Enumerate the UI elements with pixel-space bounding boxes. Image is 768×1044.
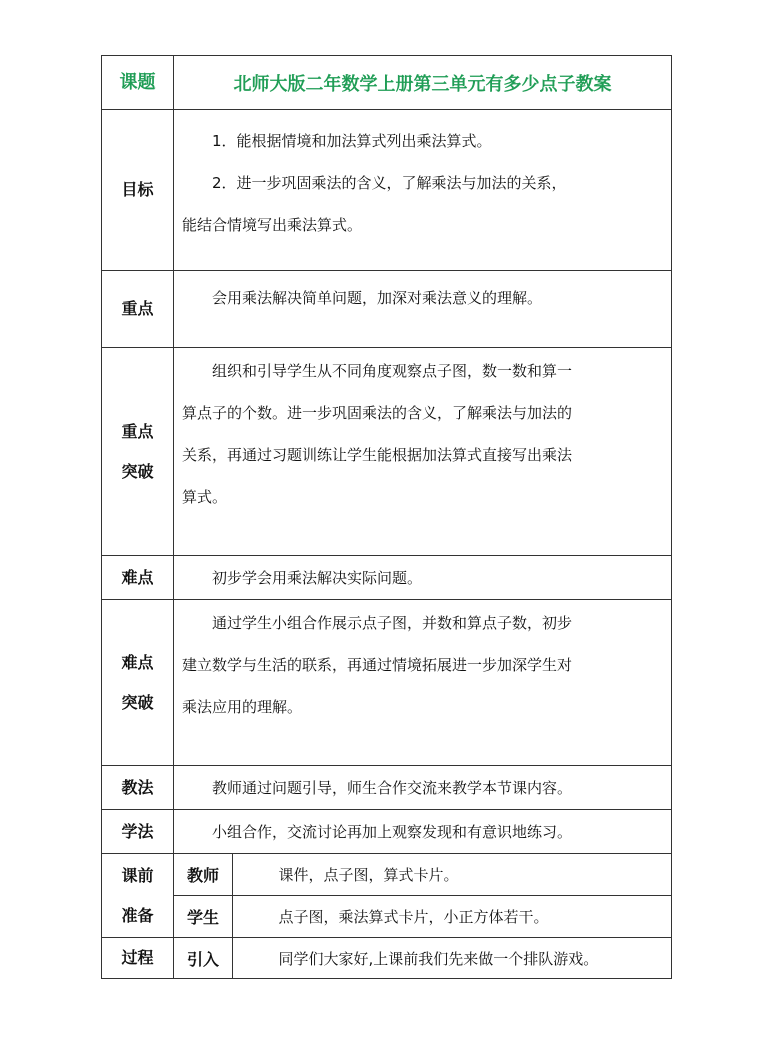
learning-method-label: 学法: [102, 810, 174, 854]
learning-method-row: [102, 810, 672, 854]
process-row: [102, 938, 672, 979]
preparation-teacher-row: [102, 854, 672, 896]
difficulty-breakthrough-row: [102, 600, 672, 766]
preparation-teacher-label: 教师: [174, 854, 233, 896]
difficulty-breakthrough-line-1: 通过学生小组合作展示点子图，并数和算点子数，初步: [212, 614, 573, 632]
teaching-method-label: 教法: [102, 766, 174, 810]
title-row: [102, 56, 672, 110]
process-intro-text: 同学们大家好,上课前我们先来做一个排队游戏。: [233, 938, 672, 979]
preparation-label: [102, 854, 174, 938]
difficulty-breakthrough-label: [102, 600, 174, 766]
lesson-plan-table: [101, 55, 672, 979]
key-breakthrough-content: [174, 348, 672, 556]
key-breakthrough-line-2: 算点子的个数。进一步巩固乘法的含义，了解乘法与加法的: [182, 404, 573, 422]
preparation-label-2: 准备: [121, 905, 154, 925]
teaching-method-row: [102, 766, 672, 810]
objective-line-1: 1．能根据情境和加法算式列出乘法算式。: [212, 132, 492, 150]
key-breakthrough-line-1: 组织和引导学生从不同角度观察点子图，数一数和算一: [212, 362, 573, 380]
objective-line-3: 能结合情境写出乘法算式。: [182, 216, 363, 234]
difficulty-breakthrough-content: [174, 600, 672, 766]
key-point-content: [174, 271, 672, 348]
title-label: 课题: [102, 56, 174, 110]
objective-content: [174, 110, 672, 271]
objective-label: 目标: [102, 110, 174, 271]
key-breakthrough-label-1: 重点: [121, 421, 154, 441]
key-breakthrough-label-2: 突破: [121, 461, 154, 481]
preparation-label-1: 课前: [121, 865, 154, 885]
objective-line-2: 2．进一步巩固乘法的含义，了解乘法与加法的关系，: [212, 174, 567, 192]
process-label: 过程: [102, 938, 174, 979]
preparation-student-row: [102, 896, 672, 938]
key-breakthrough-label: [102, 348, 174, 556]
page-title: 北师大版二年数学上册第三单元有多少点子教案: [174, 56, 672, 110]
preparation-student-label: 学生: [174, 896, 233, 938]
process-intro-label: 引入: [174, 938, 233, 979]
key-breakthrough-row: [102, 348, 672, 556]
difficulty-breakthrough-label-1: 难点: [121, 652, 154, 672]
key-point-label: 重点: [102, 271, 174, 348]
key-point-text: 会用乘法解决简单问题，加深对乘法意义的理解。: [212, 289, 543, 307]
difficulty-breakthrough-line-3: 乘法应用的理解。: [182, 698, 303, 716]
teaching-method-text: 教师通过问题引导，师生合作交流来教学本节课内容。: [174, 766, 672, 810]
key-breakthrough-line-4: 算式。: [182, 488, 228, 506]
difficulty-label: 难点: [102, 556, 174, 600]
difficulty-row: [102, 556, 672, 600]
difficulty-breakthrough-line-2: 建立数学与生活的联系，再通过情境拓展进一步加深学生对: [182, 656, 573, 674]
preparation-teacher-text: 课件，点子图，算式卡片。: [233, 854, 672, 896]
learning-method-text: 小组合作，交流讨论再加上观察发现和有意识地练习。: [174, 810, 672, 854]
difficulty-text: 初步学会用乘法解决实际问题。: [174, 556, 672, 600]
objective-row: [102, 110, 672, 271]
preparation-student-text: 点子图，乘法算式卡片，小正方体若干。: [233, 896, 672, 938]
key-point-row: [102, 271, 672, 348]
difficulty-breakthrough-label-2: 突破: [121, 692, 154, 712]
key-breakthrough-line-3: 关系，再通过习题训练让学生能根据加法算式直接写出乘法: [182, 446, 573, 464]
